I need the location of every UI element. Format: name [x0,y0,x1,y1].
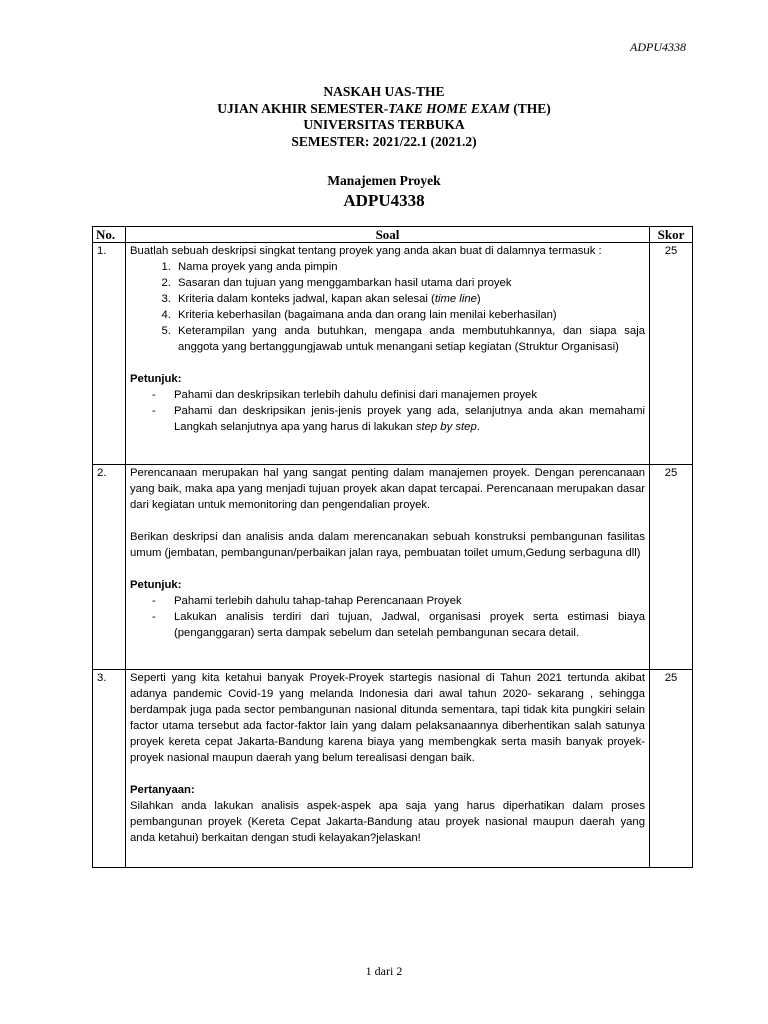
list-item: - Pahami dan deskripsikan terlebih dahulu definisi dari manajemen proyek [174,387,645,403]
header-soal: Soal [126,227,650,243]
list-item [174,403,645,435]
question-1-hint-list [130,387,645,435]
list-item: 4. Kriteria keberhasilan (bagaimana anda dan orang lain menilai keberhasilan) [174,307,645,323]
question-1-number: 1. [93,243,126,465]
table-header-row [93,227,693,243]
question-2-paragraph-2: Berikan deskripsi dan analisis anda dalam merencanakan sebuah konstruksi pembangunan fasilitas umum (jembatan, pembangunan/perbaikan jalan raya, pembuatan toilet umum,Gedung serbaguna dll) [130,531,645,559]
title-line-2-prefix: UJIAN AKHIR SEMESTER- [217,100,389,116]
document-code-header: ADPU4338 [630,40,686,54]
title-line-2-italic: TAKE HOME EXAM [388,100,510,116]
question-3-text [126,670,650,868]
table-row-question-1 [93,243,693,465]
title-line-2-suffix: (THE) [509,100,551,116]
question-3-number: 3. [93,670,126,868]
header-skor: Skor [650,227,693,243]
table-row-question-2 [93,465,693,670]
list-item: - Lakukan analisis terdiri dari tujuan, Jadwal, organisasi proyek serta estimasi biaya (penganggaran) serta dampak sebelum dan setelah pembangunan secara detail. [174,609,645,641]
question-2-text [126,465,650,670]
list-item-end: . [476,421,480,433]
question-1-hint-title: Petunjuk: [130,373,182,385]
question-3-score: 25 [650,670,693,868]
question-2-score: 25 [650,465,693,670]
question-2-hint-list [130,593,645,641]
list-item: 5. Keterampilan yang anda butuhkan, mengapa anda membutuhkannya, dan siapa saja anggota yang bertanggungjawab untuk menangani setiap kegiatan (Struktur Organisasi) [174,323,645,355]
table-row-question-3 [93,670,693,868]
page-number: 1 dari 2 [365,964,403,978]
question-3-paragraph-1: Seperti yang kita ketahui banyak Proyek-Proyek startegis nasional di Tahun 2021 tertunda akibat adanya pandemic Covid-19 yang melanda Indonesia dari awal tahun 2020- sekarang , sehingga berdampak juga pada sector pembangunan nasional ditunda sementara, tapi tidak kita pungkiri selain factor utama tersebut ada factor-faktor lain yang dalam pelaksanaannya diberhentikan salah satunya proyek kereta cepat Jakarta-Bandung karena biaya yang membengkak serta masih banyak proyek-proyek nasional maupun daerah yang belum terealisasi dengan baik. [130,672,645,764]
list-item: 1. Nama proyek yang anda pimpin [174,259,645,275]
title-line-2 [0,101,768,118]
list-item-text: Pahami dan deskripsikan jenis-jenis proyek yang ada, selanjutnya anda akan memahami Langkah selanjutnya apa yang harus di lakukan [174,405,645,433]
header-no: No. [93,227,126,243]
list-item [174,291,645,307]
question-1-score: 25 [650,243,693,465]
question-2-paragraph-1: Perencanaan merupakan hal yang sangat penting dalam manajemen proyek. Dengan perencanaan yang baik, maka apa yang menjadi tujuan proyek akan dapat tercapai. Perencanaan merupakan dasar dari kegiatan untuk memonitoring dan pengendalian proyek. [130,467,645,511]
question-1-text [126,243,650,465]
list-item: 2. Sasaran dan tujuan yang menggambarkan hasil utama dari proyek [174,275,645,291]
list-item-text: Kriteria dalam konteks jadwal, kapan akan selesai ( [178,293,435,305]
list-item-close: ) [476,293,481,305]
list-item-italic: step by step [415,421,477,433]
list-item-italic: time line [434,293,477,305]
title-line-1: NASKAH UAS-THE [323,84,445,99]
question-3-question: Silahkan anda lakukan analisis aspek-aspek apa saja yang harus diperhatikan dalam proses pembangunan proyek (Kereta Cepat Jakarta-Bandung atau proyek nasional maupun daerah yang anda ketahui) berkaitan dengan studi kelayakan?jelaskan! [130,800,645,844]
course-code: ADPU4338 [343,191,425,210]
question-1-intro: Buatlah sebuah deskripsi singkat tentang proyek yang anda akan buat di dalamnya termasuk : [130,245,602,257]
exam-questions-table [92,226,693,868]
list-item: - Pahami terlebih dahulu tahap-tahap Perencanaan Proyek [174,593,645,609]
question-2-number: 2. [93,465,126,670]
title-line-3: UNIVERSITAS TERBUKA [303,117,465,132]
title-line-4: SEMESTER: 2021/22.1 (2021.2) [291,133,477,149]
course-name: Manajemen Proyek [327,173,441,188]
question-3-question-title: Pertanyaan: [130,784,195,796]
course-block [0,172,768,212]
exam-title-block [0,84,768,150]
question-2-hint-title: Petunjuk: [130,579,182,591]
question-1-criteria-list [130,259,645,355]
